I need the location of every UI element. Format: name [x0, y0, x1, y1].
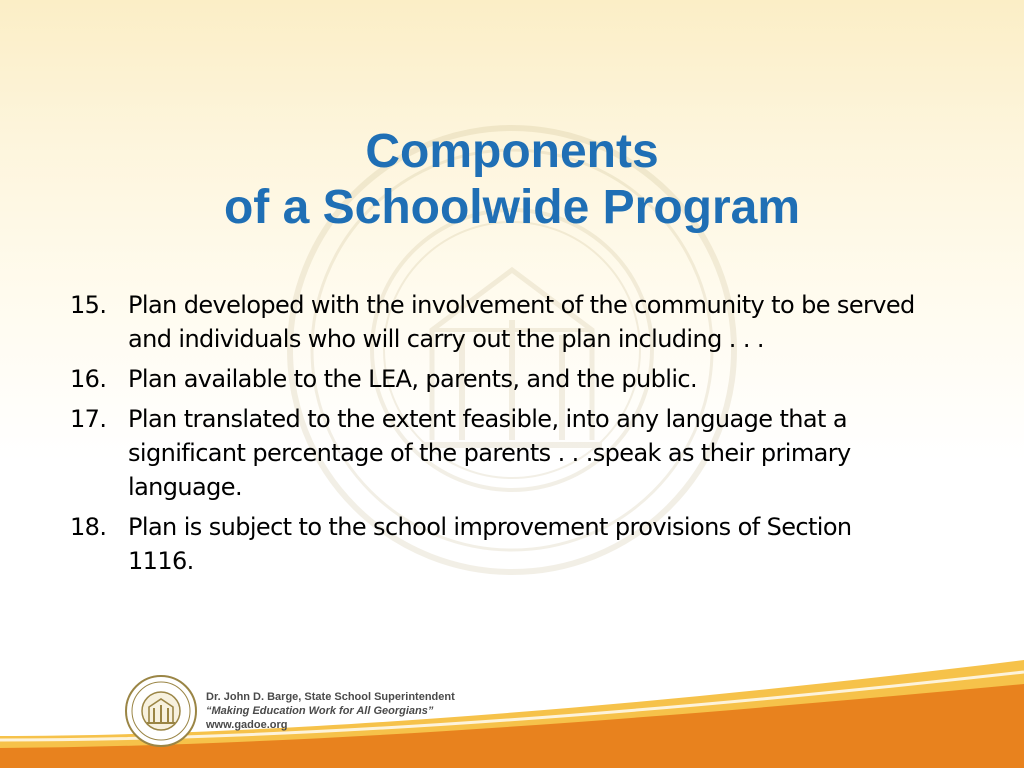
- item-text: Plan available to the LEA, parents, and the public.: [128, 365, 698, 393]
- item-number: 16.: [70, 365, 107, 393]
- item-text: Plan translated to the extent feasible, into any language that a significant percentage of the parents . . .speak as their primary language.: [128, 405, 851, 501]
- footer-text: [206, 690, 455, 732]
- list-item: [70, 510, 920, 578]
- component-list: [70, 288, 920, 584]
- footer: [0, 640, 1024, 768]
- slide-title-line-2: of a Schoolwide Program: [223, 181, 801, 235]
- list-item: [70, 362, 920, 396]
- item-number: 15.: [70, 291, 107, 319]
- list-item: [70, 288, 920, 356]
- item-number: 18.: [70, 513, 107, 541]
- slide-title: [0, 124, 1024, 236]
- georgia-department-of-education-seal-icon: [124, 674, 198, 748]
- item-text: Plan developed with the involvement of the community to be served and individuals who will carry out the plan including . . .: [128, 291, 915, 353]
- item-text: Plan is subject to the school improvement provisions of Section 1116.: [128, 513, 852, 575]
- footer-url[interactable]: www.gadoe.org: [206, 719, 288, 731]
- superintendent-name: Dr. John D. Barge, State School Superintendent: [206, 691, 455, 703]
- slide-title-line-1: Components: [365, 125, 659, 179]
- item-number: 17.: [70, 405, 107, 433]
- list-item: [70, 402, 920, 504]
- footer-motto: “Making Education Work for All Georgians”: [206, 705, 434, 717]
